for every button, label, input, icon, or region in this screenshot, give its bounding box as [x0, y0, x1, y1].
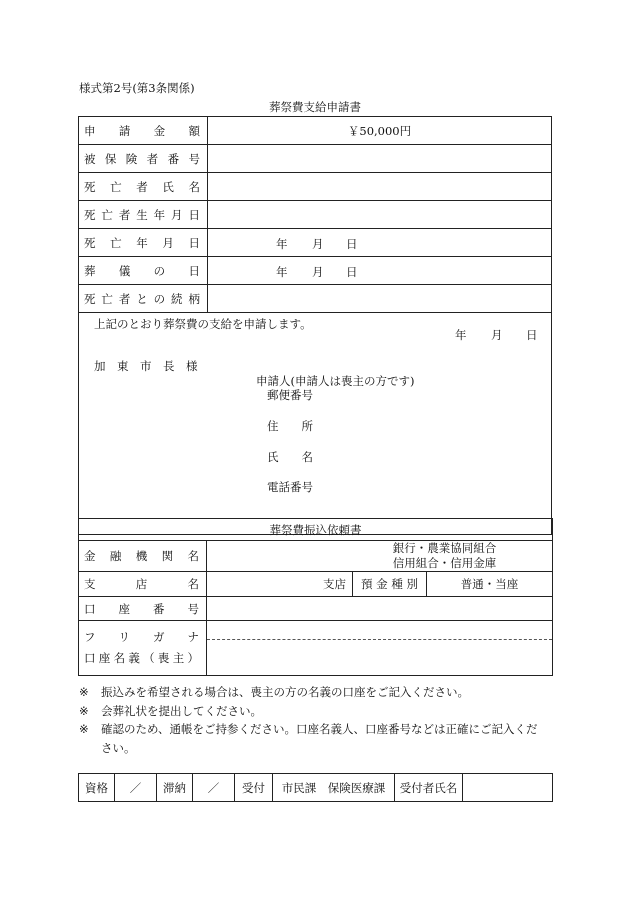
notes	[79, 683, 549, 757]
account-number-field[interactable]	[207, 597, 553, 621]
qualification-label: 資格	[79, 774, 115, 802]
label-char: 号	[188, 151, 200, 166]
row-label	[79, 235, 207, 251]
label-char: 生	[136, 207, 148, 222]
deposit-type-label: 預 金 種 別	[353, 572, 427, 597]
label-char: ナ	[187, 630, 199, 644]
label-char: 険	[125, 151, 138, 166]
account-holder-label	[79, 648, 206, 669]
label-char: 死	[84, 291, 96, 306]
row-value-field[interactable]	[208, 201, 552, 229]
label-char: 年	[153, 207, 166, 222]
branch-label-cell	[79, 572, 207, 597]
declaration-date-month[interactable]: 月	[491, 328, 503, 342]
arrears-slash: ／	[193, 774, 235, 802]
row-label	[79, 291, 207, 307]
label-char: 儀	[118, 263, 131, 278]
row-value-field[interactable]	[208, 173, 552, 201]
declaration-area	[79, 313, 552, 535]
row-value-field[interactable]	[208, 285, 552, 313]
label-char: 主	[172, 651, 185, 665]
row-label-cell	[79, 117, 208, 145]
bank-transfer-title: 葬祭費振込依頼書	[79, 519, 553, 541]
label-char: 関	[161, 549, 174, 563]
note-text: 振込みを希望される場合は、喪主の方の名義の口座をご記入ください。	[101, 685, 469, 699]
note-text: 会葬礼状を提出してください。	[101, 703, 262, 718]
label-char: 月	[171, 207, 183, 222]
branch-label	[79, 576, 206, 592]
phone-number-label: 電話番号	[267, 480, 313, 494]
furigana-label	[79, 627, 206, 648]
label-char: 死	[84, 235, 96, 250]
label-char: 支	[84, 577, 96, 591]
note-text: 確認のため、通帳をご持参ください。口座名義人、口座番号などは正確にご記入ください。	[101, 722, 538, 755]
row-value-field[interactable]	[208, 145, 552, 173]
row-label-cell	[79, 173, 208, 201]
label-char: 喪	[157, 651, 170, 665]
row-label-cell	[79, 201, 208, 229]
branch-name-field[interactable]	[207, 572, 353, 597]
note-item	[79, 720, 549, 757]
applicant-name-label: 氏 名	[267, 450, 313, 464]
label-char: 番	[167, 151, 180, 166]
label-char: 柄	[188, 291, 200, 306]
label-char: 者	[136, 179, 148, 194]
label-char: と	[136, 291, 148, 306]
row-label	[79, 207, 207, 223]
department-label: 市民課 保険医療課	[273, 774, 395, 802]
row-label-cell	[79, 257, 208, 285]
institution-type-line2: 信用組合・信用金庫	[392, 556, 497, 570]
label-char: 額	[188, 123, 200, 138]
label-char: 亡	[101, 207, 113, 222]
receipt-label: 受付	[235, 774, 273, 802]
applicant-heading: 申請人(申請人は喪主の方です)	[256, 374, 415, 388]
row-label	[79, 179, 207, 195]
postal-code-label: 郵便番号	[267, 388, 313, 402]
row-label-cell	[79, 229, 208, 257]
label-char: 口	[84, 651, 96, 665]
note-item	[79, 702, 549, 721]
label-char: （	[143, 651, 155, 665]
date-year-unit: 年	[276, 265, 288, 279]
office-use-table	[78, 773, 553, 802]
application-row	[79, 201, 552, 229]
account-number-label	[79, 601, 206, 617]
label-char: 請	[118, 123, 131, 138]
application-row	[79, 117, 552, 145]
declaration-text: 上記のとおり葬祭費の支給を申請します。	[94, 317, 312, 331]
bank-transfer-table	[78, 518, 553, 676]
row-label-cell	[79, 285, 208, 313]
label-char: 死	[84, 207, 96, 222]
arrears-label: 滞納	[157, 774, 193, 802]
form-number-label: 様式第2号(第3条関係)	[79, 81, 195, 95]
application-table	[78, 116, 552, 535]
declaration-date-day[interactable]: 日	[526, 328, 538, 342]
branch-suffix: 支店	[323, 577, 346, 591]
label-char: リ	[118, 630, 130, 644]
label-char: 者	[118, 207, 131, 222]
label-char: 金	[84, 549, 96, 563]
label-char: 続	[171, 291, 183, 306]
application-row	[79, 285, 552, 313]
label-char: 保	[104, 151, 117, 166]
date-field[interactable]	[208, 257, 552, 285]
row-label	[79, 263, 207, 279]
label-char: 申	[84, 123, 96, 138]
application-row	[79, 145, 552, 173]
institution-type-line1: 銀行・農業協同組合	[392, 541, 497, 555]
label-char: 座	[118, 601, 130, 616]
row-label-cell	[79, 145, 208, 173]
note-item	[79, 683, 549, 702]
label-char: 日	[188, 207, 200, 222]
label-char: 日	[188, 235, 200, 250]
label-char: 名	[113, 651, 126, 665]
label-char: 融	[109, 549, 122, 563]
label-char: 死	[84, 179, 96, 194]
application-title: 葬祭費支給申請書	[269, 100, 361, 114]
furigana-divider	[207, 621, 552, 640]
label-char: 号	[187, 601, 199, 616]
label-char: 者	[146, 151, 159, 166]
label-char: 氏	[162, 179, 174, 194]
date-year-unit: 年	[276, 237, 288, 251]
institution-label	[79, 548, 206, 564]
note-mark: ※	[79, 722, 89, 736]
account-holder-field[interactable]	[207, 621, 553, 676]
label-char: 機	[135, 549, 148, 563]
receiver-name-label: 受付者氏名	[395, 774, 463, 802]
declaration-date-year[interactable]: 年	[455, 328, 467, 342]
label-char: 座	[98, 651, 111, 665]
row-label	[79, 123, 207, 139]
label-char: 番	[153, 601, 165, 616]
label-char: フ	[84, 630, 96, 644]
application-row	[79, 257, 552, 285]
qualification-slash: ／	[115, 774, 157, 802]
label-char: 口	[84, 601, 96, 616]
label-char: 葬	[84, 263, 96, 278]
date-month-unit: 月	[312, 237, 324, 251]
label-char: 亡	[110, 179, 122, 194]
row-label	[79, 151, 207, 167]
account-number-label-cell	[79, 597, 207, 621]
holder-label-cell	[79, 621, 207, 676]
label-char: 金	[153, 123, 166, 138]
label-char: 日	[188, 263, 200, 278]
label-char: 名	[187, 549, 199, 563]
note-mark: ※	[79, 703, 89, 718]
addressee: 加 東 市 長 様	[94, 359, 198, 373]
label-char: 亡	[110, 235, 122, 250]
date-day-unit: 日	[346, 237, 358, 251]
institution-label-cell	[79, 541, 207, 572]
note-mark: ※	[79, 685, 89, 699]
label-char: 義	[128, 651, 140, 665]
label-char: の	[153, 291, 166, 306]
label-char: 名	[188, 179, 200, 194]
application-row	[79, 173, 552, 201]
label-char: ）	[187, 651, 199, 665]
date-day-unit: 日	[346, 265, 358, 279]
label-char: 者	[118, 291, 131, 306]
label-char: 年	[136, 235, 148, 250]
date-month-unit: 月	[312, 265, 324, 279]
deposit-type-field[interactable]: 普通・当座	[427, 572, 553, 597]
label-char: 名	[187, 577, 199, 591]
label-char: 月	[162, 235, 174, 250]
label-char: ガ	[153, 630, 165, 644]
label-char: 被	[84, 151, 96, 166]
label-char: 店	[135, 577, 148, 591]
date-field[interactable]	[208, 229, 552, 257]
institution-name-field[interactable]	[207, 541, 553, 572]
address-label: 住 所	[267, 419, 313, 433]
amount-field[interactable]: ￥50,000円	[208, 117, 552, 145]
receiver-name-field[interactable]	[463, 774, 553, 802]
label-char: 亡	[101, 291, 113, 306]
label-char: の	[153, 263, 166, 278]
application-row	[79, 229, 552, 257]
